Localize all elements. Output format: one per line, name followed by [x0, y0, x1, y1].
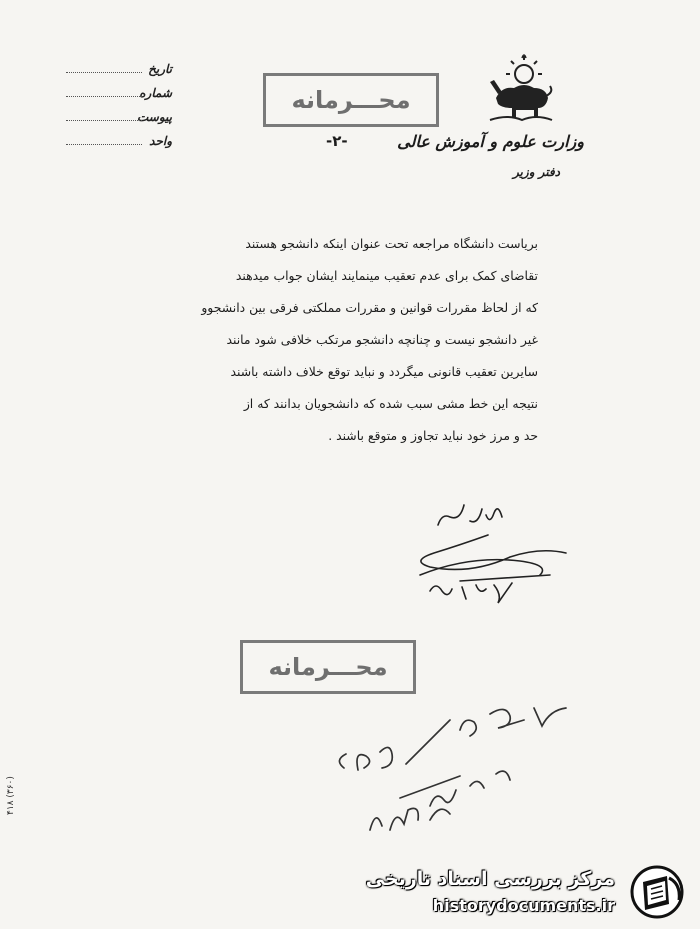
handwritten-signature — [390, 495, 580, 615]
confidential-stamp-top: محـــرمانه — [263, 73, 439, 127]
header-field-number — [60, 84, 180, 108]
header-field-unit — [60, 132, 180, 156]
lion-sun-emblem-icon — [488, 52, 554, 124]
office-name: دفتر وزیر — [512, 165, 560, 179]
handwritten-annotation — [310, 690, 590, 840]
archive-logo-icon — [629, 864, 689, 920]
body-line: تقاضای کمک برای عدم تعقیب مینمایند ایشان جواب میدهند — [235, 268, 538, 283]
letter-body — [126, 232, 538, 456]
field-line — [66, 144, 142, 145]
margin-note: (۳۶۰) ۴۱۸ — [6, 776, 16, 815]
watermark — [365, 862, 695, 922]
watermark-url: historydocuments.ir — [432, 896, 615, 915]
field-line — [66, 120, 142, 121]
field-label: واحد — [149, 134, 172, 148]
body-line: حد و مرز خود نباید تجاوز و متوقع باشند . — [328, 428, 538, 443]
page-number: -۲- — [326, 132, 348, 150]
confidential-stamp-bottom: محـــرمانه — [240, 640, 416, 694]
watermark-title: مرکز بررسی اسناد تاریخی — [365, 868, 615, 890]
body-line: بریاست دانشگاه مراجعه تحت عنوان اینکه دانشجو هستند — [245, 236, 538, 251]
header-field-date — [60, 60, 180, 84]
ministry-name: وزارت علوم و آموزش عالی — [397, 132, 584, 151]
body-line: غیر دانشجو نیست و چنانچه دانشجو مرتکب خلافی شود مانند — [226, 332, 538, 347]
field-label: تاریخ — [148, 62, 172, 76]
body-line: نتیجه این خط مشی سبب شده که دانشجویان بدانند که از — [243, 396, 538, 411]
field-label: شماره — [139, 86, 172, 100]
header-fields — [60, 60, 180, 156]
body-line: سایرین تعقیب قانونی میگردد و نباید توقع خلاف داشته باشند — [230, 364, 538, 379]
field-label: پیوست — [137, 110, 172, 124]
header-field-attachment — [60, 108, 180, 132]
field-line — [66, 96, 142, 97]
body-line: که از لحاظ مقررات قوانین و مقررات مملکتی فرقی بین دانشجوو — [201, 300, 538, 315]
field-line — [66, 72, 142, 73]
